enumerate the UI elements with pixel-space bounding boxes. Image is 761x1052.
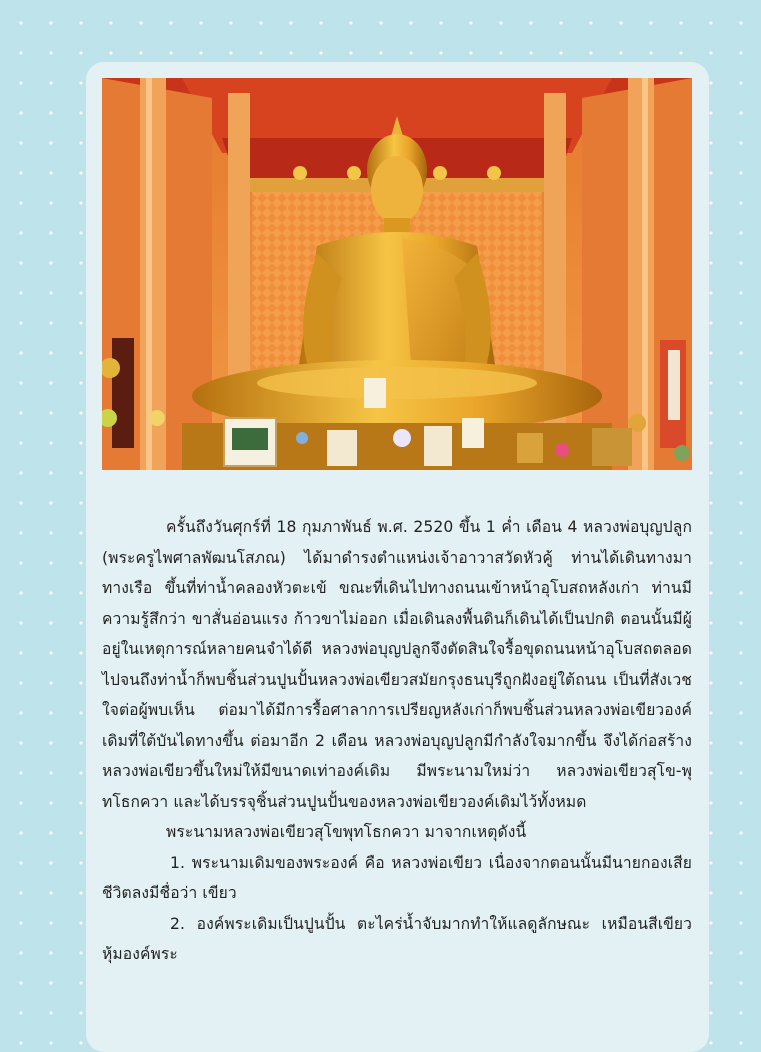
paragraph-name-origin: พระนามหลวงพ่อเขียวสุโขพุทโธกควา มาจากเหตุดังนี้ [166, 823, 527, 841]
buddha-photo [102, 78, 692, 470]
buddha-illustration [102, 78, 692, 470]
paragraph-reason-1: 1. พระนามเดิมของพระองค์ คือ หลวงพ่อเขียว เนื่องจากตอนนั้นมีนายกองเสียชีวิตลงมีชื่อว่า เขียว [102, 853, 692, 902]
paragraph-reason-2: 2. องค์พระเดิมเป็นปูนปั้น ตะไคร่น้ำจับมากทำให้แลดูลักษณะ เหมือนสีเขียวหุ้มองค์พระ [102, 914, 692, 963]
article-body [102, 512, 692, 970]
paragraph-history: ครั้นถึงวันศุกร์ที่ 18 กุมภาพันธ์ พ.ศ. 2520 ขึ้น 1 ค่ำ เดือน 4 หลวงพ่อบุญปลูก (พระครูไพศาลพัฒนโสภณ) ได้มาดำรงตำแหน่งเจ้าอาวาสวัดหัวคู้ ท่านได้เดินทางมาทางเรือ ขึ้นที่ท่าน้ำคลองหัวตะเข้ ขณะที่เดินไปทางถนนเข้าหน้าอุโบสถหลังเก่า ท่านมีความรู้สึกว่า ขาสั่นอ่อนแรง ก้าวขาไม่ออก เมื่อเดินลงพื้นดินก็เดินได้เป็นปกติ ตอนนั้นมีผู้อยู่ในเหตุการณ์หลายคนจำได้ดี หลวงพ่อบุญปลูกจึงตัดสินใจรื้อขุดถนนหน้าอุโบสถตลอดไปจนถึงท่าน้ำก็พบชิ้นส่วนปูนปั้นหลวงพ่อเขียวสมัยกรุงธนบุรีถูกฝังอยู่ใต้ถนน เป็นที่สังเวชใจต่อผู้พบเห็น ต่อมาได้มีการรื้อศาลาการเปรียญหลังเก่าก็พบชิ้นส่วนหลวงพ่อเขียวองค์เดิมที่ใต้บันไดทางขึ้น ต่อมาอีก 2 เดือน หลวงพ่อบุญปลูกมีกำลังใจมากขึ้น จึงได้ก่อสร้างหลวงพ่อเขียวขึ้นใหม่ให้มีขนาดเท่าองค์เดิม มีพระนามใหม่ว่า หลวงพ่อเขียวสุโข-พุทโธกควา และได้บรรจุชิ้นส่วนปูนปั้นของหลวงพ่อเขียวองค์เดิมไว้ทั้งหมด [102, 518, 692, 811]
